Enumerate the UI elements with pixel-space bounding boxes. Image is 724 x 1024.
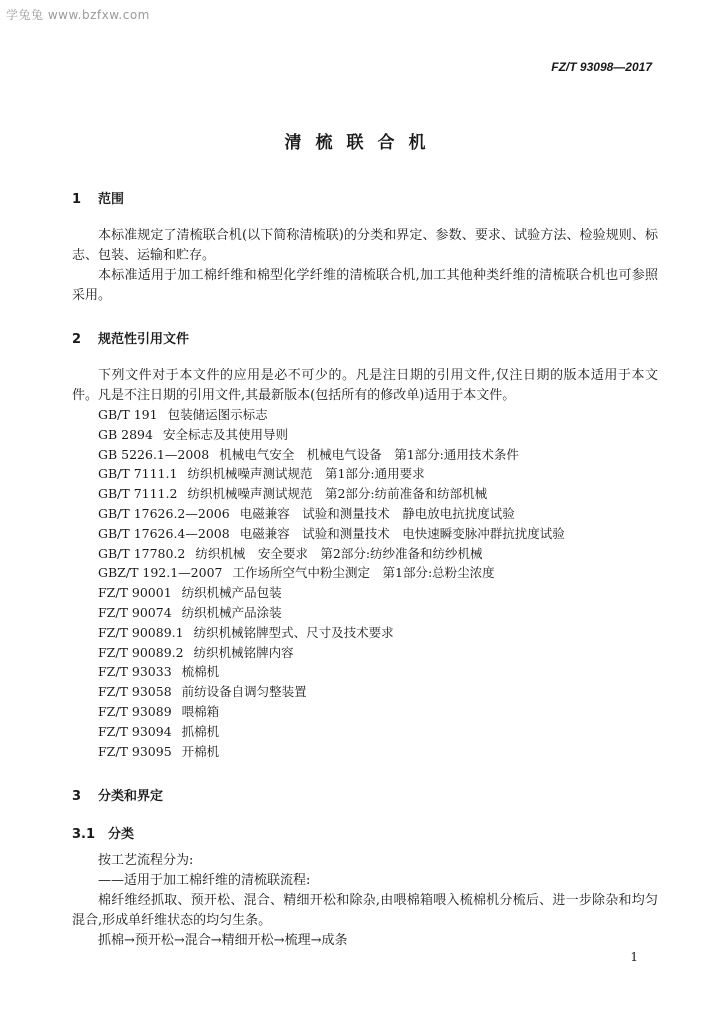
reference-code: GB/T 191 bbox=[98, 407, 158, 422]
reference-code: GB/T 17780.2 bbox=[98, 545, 186, 561]
reference-item bbox=[98, 524, 658, 544]
reference-title: 电磁兼容 试验和测量技术 静电放电抗扰度试验 bbox=[239, 505, 515, 521]
reference-title: 安全标志及其使用导则 bbox=[162, 426, 288, 442]
reference-item bbox=[98, 504, 658, 524]
reference-item bbox=[98, 742, 658, 762]
section-title: 分类和界定 bbox=[98, 789, 164, 804]
reference-item bbox=[98, 405, 658, 425]
section-number: 1 bbox=[72, 192, 82, 207]
reference-item bbox=[98, 623, 658, 643]
reference-title: 纺织机械铭牌型式、尺寸及技术要求 bbox=[193, 624, 394, 640]
reference-title: 喂棉箱 bbox=[181, 703, 220, 719]
reference-code: FZ/T 93095 bbox=[98, 743, 172, 759]
process-description: 棉纤维经抓取、预开松、混合、精细开松和除杂,由喂棉箱喂入梳棉机分梳后、进一步除杂和均匀混合,形成单纤维状态的均匀生条。 bbox=[72, 893, 658, 928]
reference-title: 纺织机械 安全要求 第2部分:纺纱准备和纺纱机械 bbox=[195, 545, 483, 561]
classification-item: ——适用于加工棉纤维的清梳联流程: bbox=[98, 873, 311, 888]
reference-title: 包装储运图示标志 bbox=[167, 407, 268, 422]
reference-code: FZ/T 90089.2 bbox=[98, 644, 184, 660]
reference-item bbox=[98, 682, 658, 702]
reference-item bbox=[98, 445, 658, 465]
reference-item bbox=[98, 603, 658, 623]
references-intro: 下列文件对于本文件的应用是必不可少的。凡是注日期的引用文件,仅注日期的版本适用于本文件。凡是不注日期的引用文件,其最新版本(包括所有的修改单)适用于本文件。 bbox=[72, 368, 658, 403]
section-title: 规范性引用文件 bbox=[98, 332, 190, 347]
reference-code: GB/T 17626.4—2008 bbox=[98, 525, 230, 541]
reference-code: GB/T 7111.2 bbox=[98, 486, 178, 502]
reference-item bbox=[98, 484, 658, 504]
reference-code: GB/T 7111.1 bbox=[98, 466, 178, 482]
reference-code: FZ/T 90001 bbox=[98, 585, 172, 601]
reference-code: FZ/T 90089.1 bbox=[98, 624, 184, 640]
section-3-heading bbox=[72, 785, 163, 804]
reference-title: 梳棉机 bbox=[181, 664, 220, 680]
scope-paragraph-1: 本标准规定了清梳联合机(以下简称清梳联)的分类和界定、参数、要求、试验方法、检验规则、标志、包装、运输和贮存。 bbox=[72, 228, 658, 263]
reference-item bbox=[98, 563, 658, 583]
document-title: 清梳联合机 bbox=[284, 133, 440, 153]
subsection-title: 分类 bbox=[108, 827, 135, 842]
reference-title: 抓棉机 bbox=[181, 723, 220, 739]
reference-item bbox=[98, 722, 658, 742]
reference-title: 纺织机械产品涂装 bbox=[181, 604, 282, 620]
section-number: 3 bbox=[72, 789, 82, 804]
reference-item bbox=[98, 425, 658, 445]
reference-item bbox=[98, 544, 658, 564]
reference-code: FZ/T 93033 bbox=[98, 664, 172, 680]
reference-item bbox=[98, 643, 658, 663]
reference-title: 纺织机械产品包装 bbox=[181, 585, 282, 601]
reference-list bbox=[98, 405, 658, 761]
scope-paragraph-2: 本标准适用于加工棉纤维和棉型化学纤维的清梳联合机,加工其他种类纤维的清梳联合机也可参照采用。 bbox=[72, 268, 658, 303]
reference-title: 机械电气安全 机械电气设备 第1部分:通用技术条件 bbox=[219, 446, 519, 462]
section-1-heading bbox=[72, 188, 124, 207]
reference-title: 纺织机械噪声测试规范 第1部分:通用要求 bbox=[187, 466, 425, 482]
reference-code: FZ/T 93094 bbox=[98, 723, 172, 739]
reference-item bbox=[98, 662, 658, 682]
section-number: 2 bbox=[72, 332, 82, 347]
reference-item bbox=[98, 464, 658, 484]
subsection-3-1-heading bbox=[72, 823, 134, 842]
subsection-number: 3.1 bbox=[72, 827, 96, 842]
reference-title: 开棉机 bbox=[181, 743, 220, 759]
watermark: 学兔兔 www.bzfxw.com bbox=[6, 8, 150, 22]
reference-code: GB/T 17626.2—2006 bbox=[98, 505, 230, 521]
reference-code: FZ/T 93058 bbox=[98, 684, 172, 700]
reference-code: GBZ/T 192.1—2007 bbox=[98, 565, 223, 581]
process-flow: 抓棉→预开松→混合→精细开松→梳理→成条 bbox=[98, 933, 348, 948]
reference-item bbox=[98, 583, 658, 603]
reference-title: 工作场所空气中粉尘测定 第1部分:总粉尘浓度 bbox=[232, 565, 495, 581]
reference-code: FZ/T 93089 bbox=[98, 703, 172, 719]
reference-code: GB 2894 bbox=[98, 426, 153, 442]
reference-code: FZ/T 90074 bbox=[98, 604, 172, 620]
reference-item bbox=[98, 702, 658, 722]
page-number: 1 bbox=[630, 950, 638, 964]
reference-title: 前纺设备自调匀整装置 bbox=[181, 684, 307, 700]
standard-number: FZ/T 93098—2017 bbox=[551, 60, 652, 74]
section-title: 范围 bbox=[98, 192, 125, 207]
classification-intro: 按工艺流程分为: bbox=[98, 853, 194, 868]
reference-title: 纺织机械噪声测试规范 第2部分:纺前准备和纺部机械 bbox=[187, 486, 488, 502]
reference-code: GB 5226.1—2008 bbox=[98, 446, 210, 462]
reference-title: 电磁兼容 试验和测量技术 电快速瞬变脉冲群抗扰度试验 bbox=[239, 525, 565, 541]
reference-title: 纺织机械铭牌内容 bbox=[193, 644, 294, 660]
section-2-heading bbox=[72, 328, 189, 347]
